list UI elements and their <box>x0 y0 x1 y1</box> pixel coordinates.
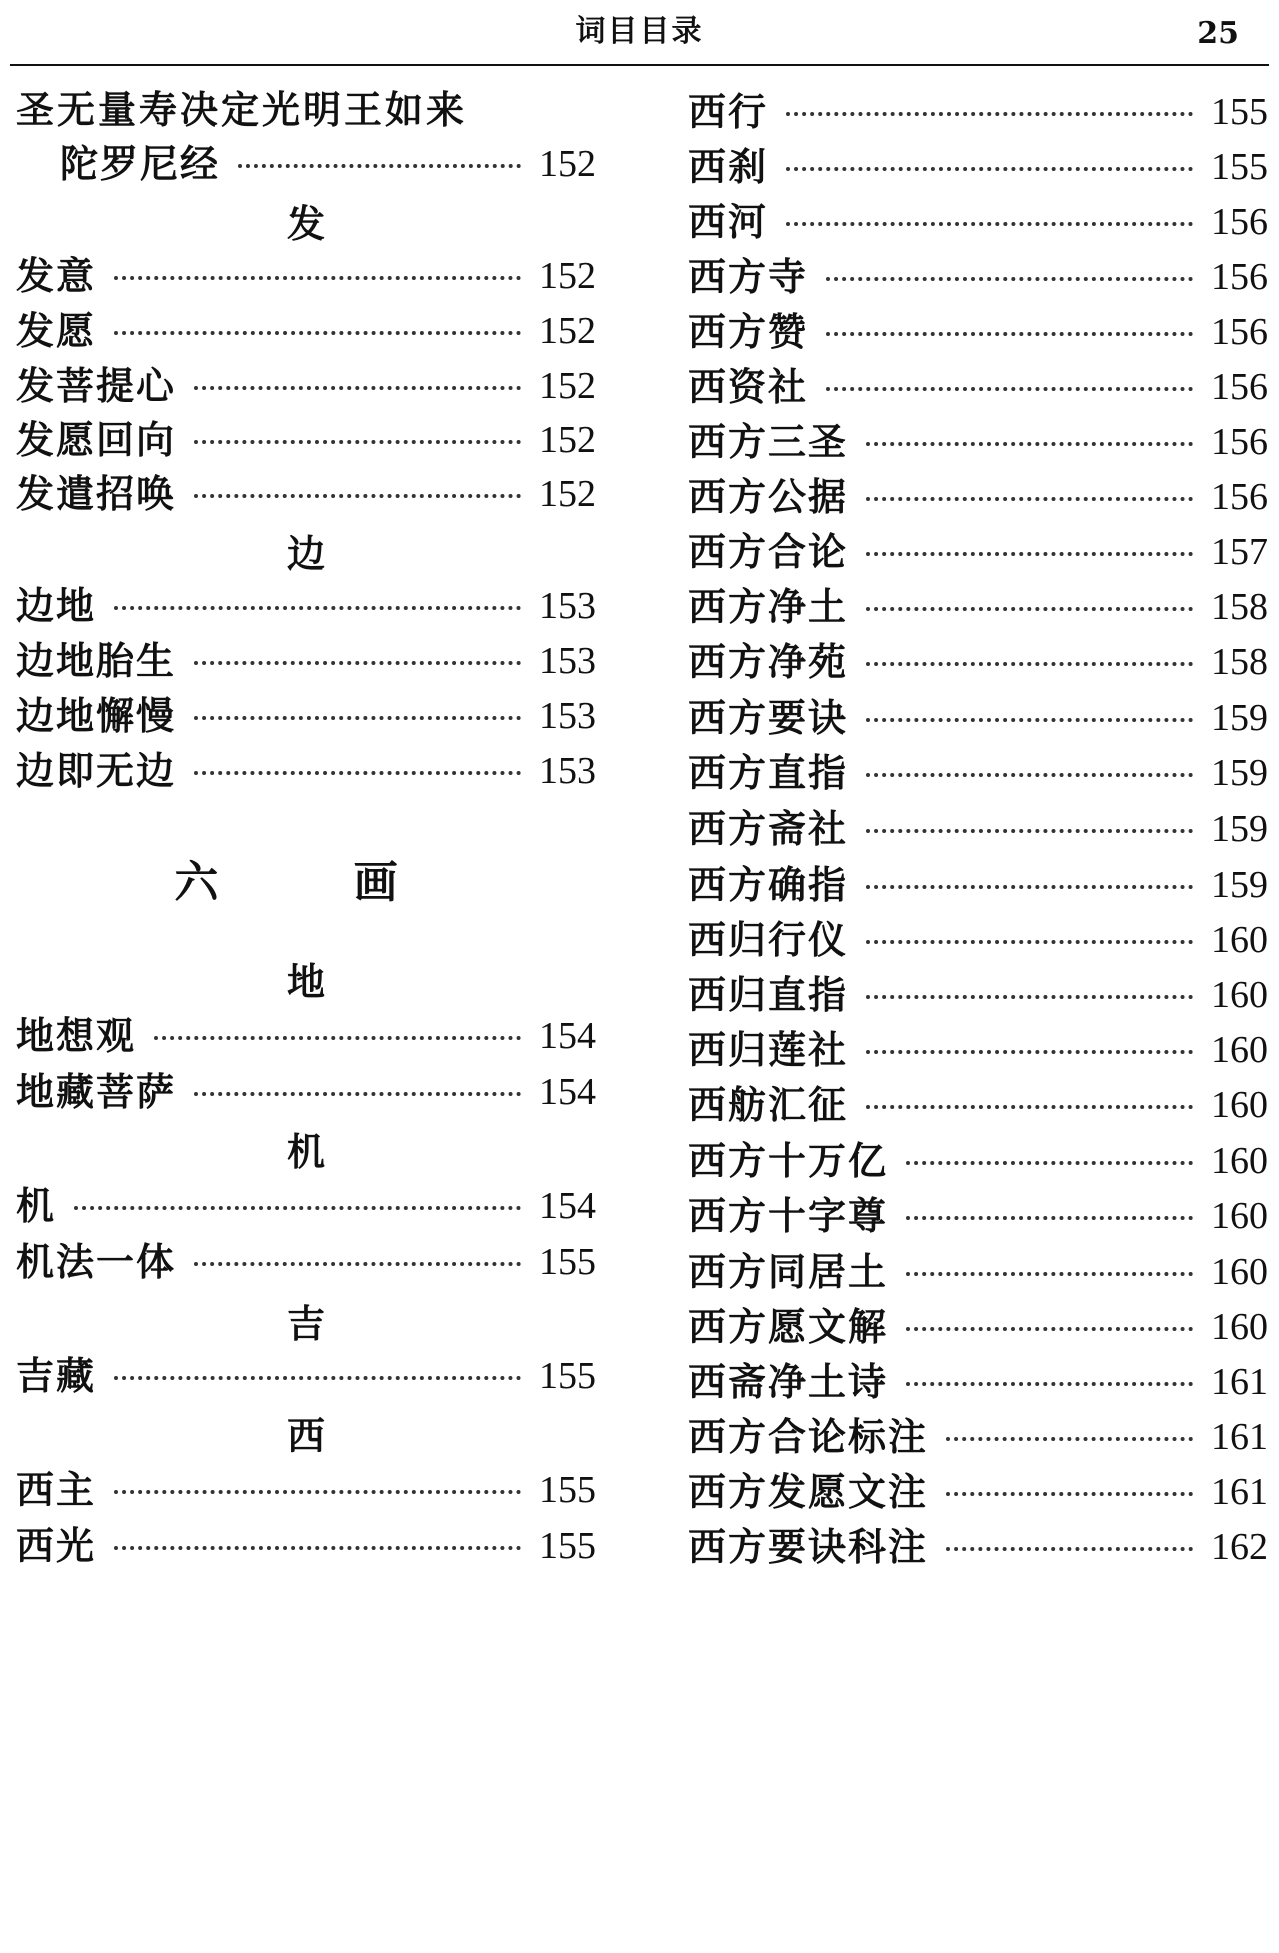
entry-term: 机法一体 <box>16 1239 177 1284</box>
dot-leader <box>906 1382 1193 1386</box>
dot-leader <box>906 1216 1193 1220</box>
entry-page: 159 <box>1211 864 1268 906</box>
dot-leader <box>114 276 521 280</box>
entry-term: 西方发愿文注 <box>688 1469 929 1514</box>
entry-term: 圣无量寿决定光明王如来 <box>16 87 468 132</box>
entry-page: 159 <box>1211 808 1268 850</box>
dot-leader <box>238 164 521 168</box>
entry-term: 西方三圣 <box>688 419 849 464</box>
entry-term: 西方十字尊 <box>688 1193 889 1238</box>
dot-leader <box>866 718 1193 722</box>
dot-leader <box>866 442 1193 446</box>
entry-page: 156 <box>1211 256 1268 298</box>
entry-term: 西归莲社 <box>688 1027 849 1072</box>
dot-leader <box>154 1036 521 1040</box>
entry-page: 160 <box>1211 1195 1268 1237</box>
entry-term: 西归直指 <box>688 972 849 1017</box>
entry-page: 155 <box>1211 146 1268 188</box>
entry-term: 西方寺 <box>688 254 809 299</box>
dot-leader <box>194 771 521 775</box>
entry-page: 152 <box>539 419 596 461</box>
entry-term: 发遣招唤 <box>16 471 177 516</box>
dot-leader <box>194 440 521 444</box>
dot-leader <box>114 331 521 335</box>
entry-page: 161 <box>1211 1416 1268 1458</box>
dot-leader <box>866 607 1193 611</box>
entry-term: 边地 <box>16 583 97 628</box>
dot-leader <box>114 1490 521 1494</box>
dot-leader <box>786 222 1193 226</box>
dot-leader <box>194 1092 521 1096</box>
entry-page: 152 <box>539 473 596 515</box>
entry-term: 西方斋社 <box>688 806 849 851</box>
dot-leader <box>194 386 521 390</box>
entry-term: 机 <box>16 1183 57 1228</box>
entry-term: 西河 <box>688 199 769 244</box>
entry-term: 西方净土 <box>688 584 849 629</box>
entry-page: 155 <box>1211 91 1268 133</box>
dot-leader <box>866 940 1193 944</box>
entry-term: 发菩提心 <box>16 363 177 408</box>
running-header-title: 词目目录 <box>575 14 704 49</box>
entry-term: 西行 <box>688 89 769 134</box>
entry-term: 地想观 <box>16 1013 137 1058</box>
entry-page: 154 <box>539 1015 596 1057</box>
entry-page: 152 <box>539 143 596 185</box>
entry-term: 西方赞 <box>688 309 809 354</box>
dot-leader <box>866 662 1193 666</box>
entry-term: 西方直指 <box>688 750 849 795</box>
section-heading-fa: 发 <box>286 200 325 246</box>
entry-page: 157 <box>1211 531 1268 573</box>
entry-term: 发愿回向 <box>16 417 177 462</box>
entry-page: 156 <box>1211 311 1268 353</box>
entry-page: 153 <box>539 585 596 627</box>
entry-term: 西舫汇征 <box>688 1082 849 1127</box>
entry-term: 西光 <box>16 1523 97 1568</box>
section-heading-ji2: 吉 <box>286 1300 325 1346</box>
entry-term: 西方同居土 <box>688 1249 889 1294</box>
entry-term: 西方愿文解 <box>688 1304 889 1349</box>
index-entry[interactable] <box>16 1512 596 1580</box>
dot-leader <box>906 1272 1193 1276</box>
entry-page: 152 <box>539 310 596 352</box>
entry-term: 边即无边 <box>16 748 177 793</box>
entry-term: 吉藏 <box>16 1353 97 1398</box>
entry-page: 160 <box>1211 1084 1268 1126</box>
entry-page: 158 <box>1211 586 1268 628</box>
dot-leader <box>114 606 521 610</box>
entry-page: 159 <box>1211 752 1268 794</box>
index-entry[interactable] <box>16 737 596 805</box>
entry-term: 西刹 <box>688 144 769 189</box>
section-heading-bian: 边 <box>286 530 325 576</box>
dot-leader <box>866 497 1193 501</box>
dot-leader <box>866 773 1193 777</box>
dot-leader <box>194 661 521 665</box>
section-heading-ji: 机 <box>286 1128 325 1174</box>
dot-leader <box>194 1262 521 1266</box>
entry-page: 155 <box>539 1469 596 1511</box>
dot-leader <box>826 277 1193 281</box>
page-number: 25 <box>1197 16 1239 51</box>
entry-page: 162 <box>1211 1526 1268 1568</box>
dot-leader <box>826 387 1193 391</box>
dot-leader <box>866 1105 1193 1109</box>
stroke-count-heading: 六 画 <box>174 857 438 908</box>
entry-term: 西方要诀科注 <box>688 1524 929 1569</box>
dot-leader <box>946 1437 1193 1441</box>
dot-leader <box>194 494 521 498</box>
entry-page: 160 <box>1211 919 1268 961</box>
entry-term: 西方合论 <box>688 529 849 574</box>
entry-page: 153 <box>539 695 596 737</box>
entry-term: 边地胎生 <box>16 638 177 683</box>
entry-page: 155 <box>539 1241 596 1283</box>
entry-term: 地藏菩萨 <box>16 1069 177 1114</box>
entry-term: 西资社 <box>688 364 809 409</box>
entry-term: 西方要诀 <box>688 695 849 740</box>
entry-term: 边地懈慢 <box>16 693 177 738</box>
entry-page: 154 <box>539 1185 596 1227</box>
entry-term: 西方十万亿 <box>688 1138 889 1183</box>
entry-page: 158 <box>1211 641 1268 683</box>
entry-page: 154 <box>539 1071 596 1113</box>
entry-page: 156 <box>1211 366 1268 408</box>
section-heading-di: 地 <box>286 958 325 1004</box>
dot-leader <box>74 1206 521 1210</box>
section-heading-xi: 西 <box>286 1412 325 1458</box>
entry-term: 发意 <box>16 253 97 298</box>
entry-page: 159 <box>1211 697 1268 739</box>
dot-leader <box>114 1546 521 1550</box>
entry-page: 161 <box>1211 1471 1268 1513</box>
entry-term: 西归行仪 <box>688 917 849 962</box>
entry-page: 156 <box>1211 421 1268 463</box>
header-rule <box>10 64 1269 66</box>
dot-leader <box>786 167 1193 171</box>
entry-term: 西方确指 <box>688 862 849 907</box>
entry-page: 160 <box>1211 1251 1268 1293</box>
entry-term: 陀罗尼经 <box>60 141 221 186</box>
entry-page: 156 <box>1211 476 1268 518</box>
dot-leader <box>866 829 1193 833</box>
dot-leader <box>866 552 1193 556</box>
entry-page: 153 <box>539 640 596 682</box>
dot-leader <box>786 112 1193 116</box>
dot-leader <box>906 1327 1193 1331</box>
dot-leader <box>946 1547 1193 1551</box>
index-entry[interactable] <box>688 1513 1268 1581</box>
entry-term: 西方净苑 <box>688 639 849 684</box>
entry-term: 发愿 <box>16 308 97 353</box>
entry-page: 160 <box>1211 1029 1268 1071</box>
dot-leader <box>906 1161 1193 1165</box>
dot-leader <box>114 1376 521 1380</box>
dot-leader <box>866 1050 1193 1054</box>
entry-page: 153 <box>539 750 596 792</box>
entry-page: 152 <box>539 255 596 297</box>
entry-page: 152 <box>539 365 596 407</box>
entry-page: 155 <box>539 1355 596 1397</box>
entry-term: 西主 <box>16 1467 97 1512</box>
entry-page: 155 <box>539 1525 596 1567</box>
dot-leader <box>826 332 1193 336</box>
entry-page: 160 <box>1211 1140 1268 1182</box>
entry-term: 西方公据 <box>688 474 849 519</box>
entry-page: 160 <box>1211 1306 1268 1348</box>
entry-page: 160 <box>1211 974 1268 1016</box>
dot-leader <box>866 995 1193 999</box>
entry-term: 西斋净土诗 <box>688 1359 889 1404</box>
dot-leader <box>194 716 521 720</box>
entry-page: 161 <box>1211 1361 1268 1403</box>
dot-leader <box>946 1492 1193 1496</box>
entry-page: 156 <box>1211 201 1268 243</box>
dot-leader <box>866 885 1193 889</box>
entry-term: 西方合论标注 <box>688 1414 929 1459</box>
